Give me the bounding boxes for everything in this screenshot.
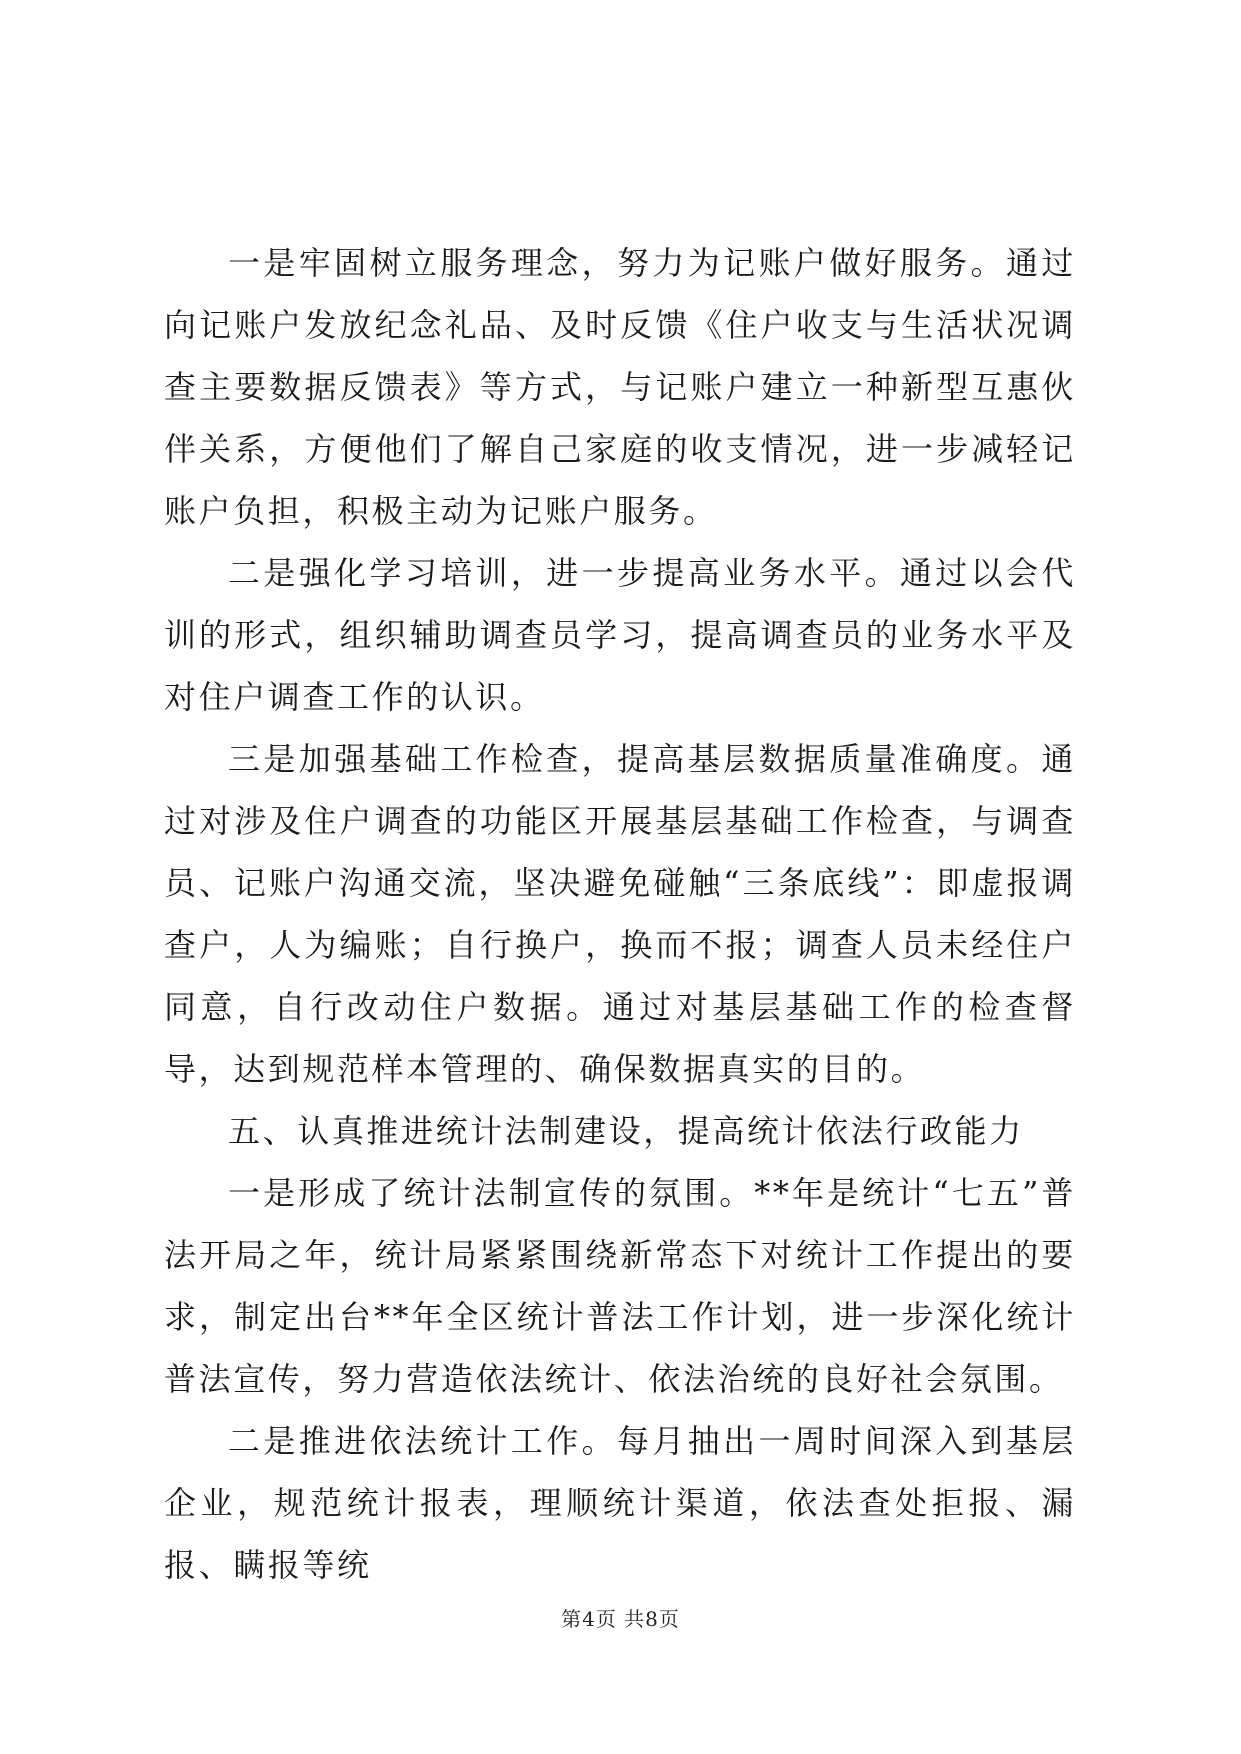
paragraph-inspection: 三是加强基础工作检查，提高基层数据质量准确度。通过对涉及住户调查的功能区开展基层基础工作检查，与调查员、记账户沟通交流，坚决避免碰触“三条底线”：即虚报调查户，人为编账；自行换户，换而不报；调查人员未经住户同意，自行改动住户数据。通过对基层基础工作的检查督导，达到规范样本管理的、确保数据真实的目的。 bbox=[164, 740, 1076, 1088]
paragraph-service-concept: 一是牢固树立服务理念，努力为记账户做好服务。通过向记账户发放纪念礼品、及时反馈《住户收支与生活状况调查主要数据反馈表》等方式，与记账户建立一种新型互惠伙伴关系，方便他们了解自己家庭的收支情况，进一步减轻记账户负担，积极主动为记账户服务。 bbox=[164, 244, 1076, 530]
document-body bbox=[164, 232, 1076, 1596]
section-heading-five: 五、认真推进统计法制建设，提高统计依法行政能力 bbox=[228, 1112, 1024, 1150]
page-number-footer: 第4页 共8页 bbox=[561, 1607, 680, 1631]
paragraph-training: 二是强化学习培训，进一步提高业务水平。通过以会代训的形式，组织辅助调查员学习，提高调查员的业务水平及对住户调查工作的认识。 bbox=[164, 554, 1076, 716]
paragraph-legal-publicity: 一是形成了统计法制宣传的氛围。**年是统计“七五”普法开局之年，统计局紧紧围绕新常态下对统计工作提出的要求，制定出台**年全区统计普法工作计划，进一步深化统计普法宣传，努力营造依法统计、依法治统的良好社会氛围。 bbox=[164, 1174, 1076, 1398]
paragraph-lawful-statistics: 二是推进依法统计工作。每月抽出一周时间深入到基层企业，规范统计报表，理顺统计渠道，依法查处拒报、漏报、瞒报等统 bbox=[164, 1422, 1076, 1584]
